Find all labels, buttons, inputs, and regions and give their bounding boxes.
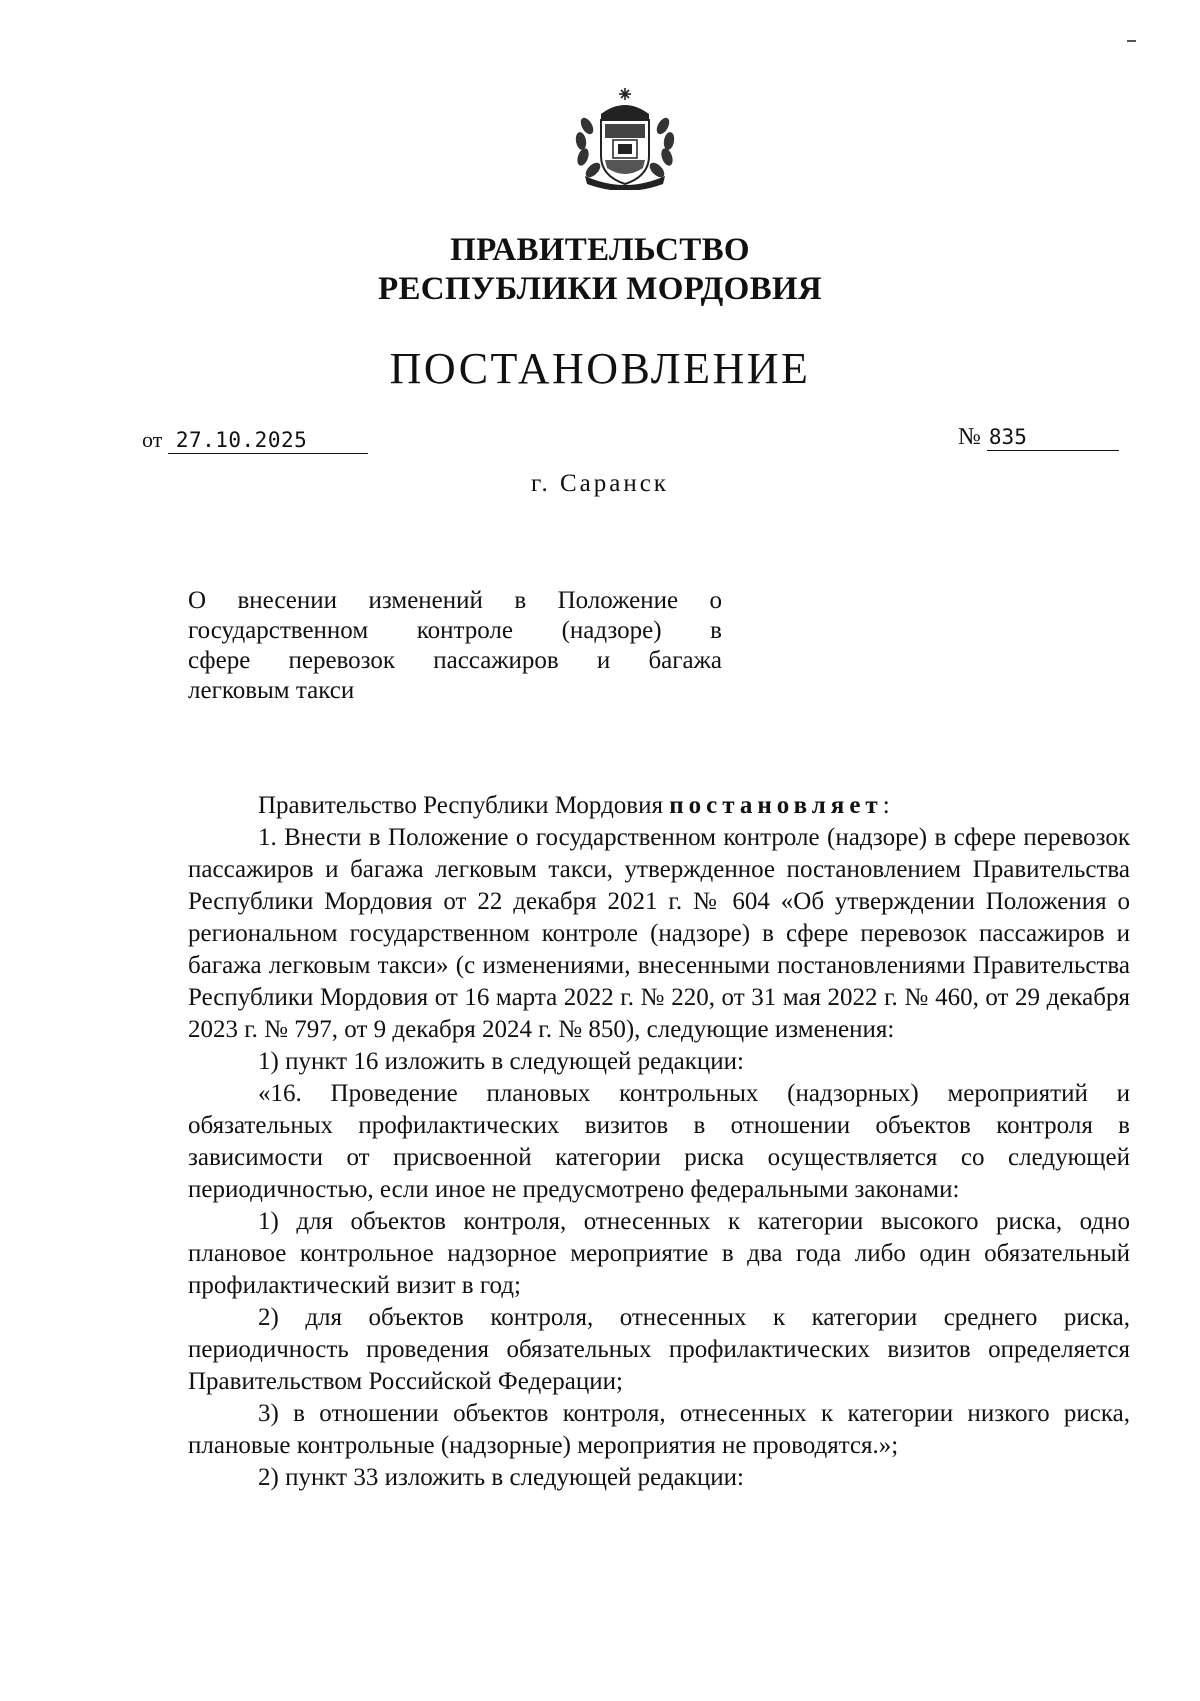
scan-mark: [1127, 40, 1136, 42]
subject-line: государственном контроле (надзоре) в: [188, 617, 722, 644]
government-title-line2: РЕСПУБЛИКИ МОРДОВИЯ: [377, 271, 822, 307]
document-date: 27.10.2025: [168, 427, 368, 454]
government-title-line1: ПРАВИТЕЛЬСТВО: [450, 232, 750, 268]
subject-line: О внесении изменений в Положение о: [188, 587, 722, 614]
coat-of-arms-emblem: [567, 86, 683, 190]
document-body: [188, 790, 1130, 1494]
preamble-emphasis: постановляет: [669, 792, 883, 819]
preamble-text: Правительство Республики Мордовия: [258, 792, 670, 819]
preamble-end: :: [882, 792, 890, 819]
document-number: 835: [987, 424, 1119, 451]
document-type-title: ПОСТАНОВЛЕНИЕ: [389, 344, 811, 393]
subject-line: легковым такси: [188, 677, 355, 704]
body-paragraph: 3) в отношении объектов контроля, отнесенных к категории низкого риска, плановые контрольные (надзорные) мероприятия не проводятся.»;: [188, 1400, 1130, 1459]
body-paragraph: 1) пункт 16 изложить в следующей редакции:: [258, 1048, 744, 1075]
body-paragraph: 1) для объектов контроля, отнесенных к категории высокого риска, одно плановое контрольное надзорное мероприятие в два года либо один обязательный профилактический визит в год;: [188, 1208, 1130, 1299]
body-paragraph: 1. Внести в Положение о государственном контроле (надзоре) в сфере перевозок пассажиров и багажа легковым такси, утвержденное постановлением Правительства Республики Мордовия от 22 декабря 2021 г. № 604 «Об утверждении Положения о региональном государственном контроле (надзоре) в сфере перевозок пассажиров и багажа легковым такси» (с изменениями, внесенными постановлениями Правительства Республики Мордовия от 16 марта 2022 г. № 220, от 31 мая 2022 г. № 460, от 29 декабря 2023 г. № 797, от 9 декабря 2024 г. № 850), следующие изменения:: [188, 824, 1130, 1043]
body-paragraph: 2) пункт 33 изложить в следующей редакции:: [258, 1464, 744, 1491]
date-line: [142, 425, 368, 455]
date-prefix: от: [142, 427, 163, 452]
number-prefix: №: [958, 424, 981, 450]
body-paragraph: 2) для объектов контроля, отнесенных к категории среднего риска, периодичность проведения обязательных профилактических визитов определяется Правительством Российской Федерации;: [188, 1304, 1130, 1395]
number-line: [958, 422, 1119, 452]
body-paragraph: «16. Проведение плановых контрольных (надзорных) мероприятий и обязательных профилактических визитов в отношении объектов контроля в зависимости от присвоенной категории риска осуществляется со следующей периодичностью, если иное не предусмотрено федеральными законами:: [188, 1080, 1130, 1203]
preamble-paragraph: [188, 790, 1130, 822]
document-subject: [188, 586, 722, 706]
subject-line: сфере перевозок пассажиров и багажа: [188, 647, 722, 674]
city-line: г. Саранск: [531, 470, 669, 497]
